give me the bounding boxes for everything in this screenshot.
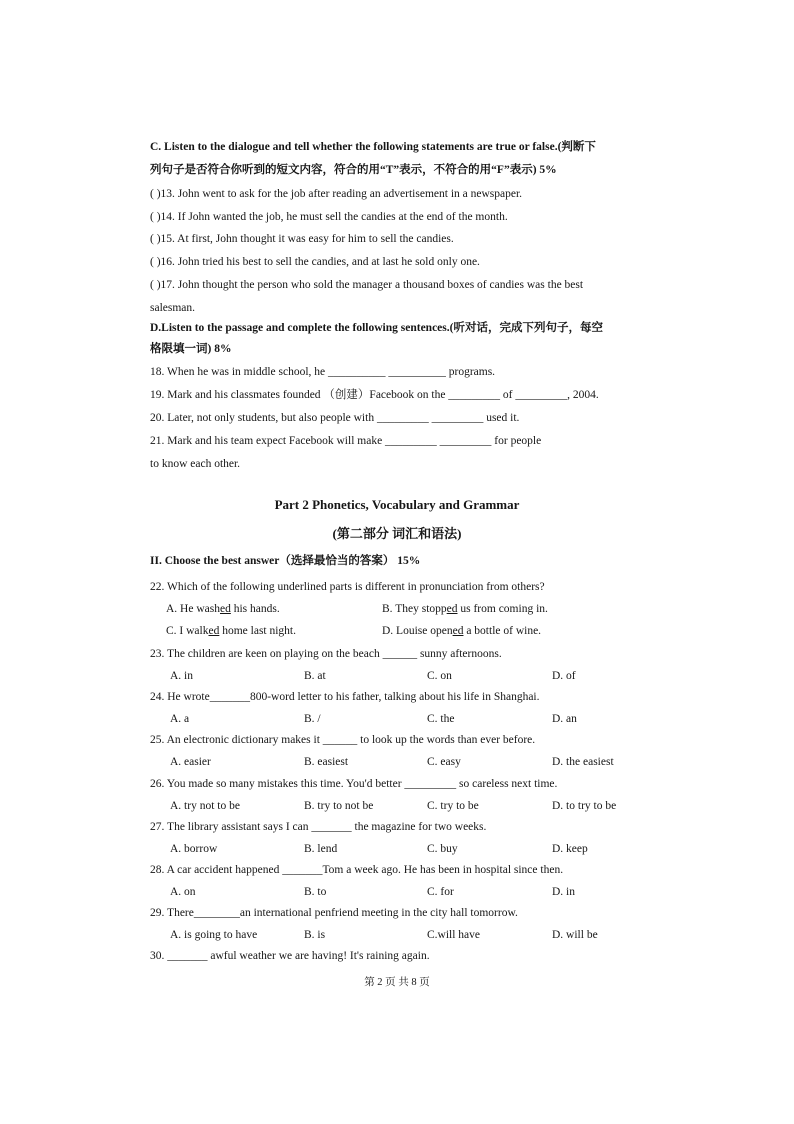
sentence-18: 18. When he was in middle school, he __________ __________ programs. [150,366,496,378]
question-30-stem: 30. _______ awful weather we are having! It's raining again. [150,950,430,962]
q28-option-c: C. for [427,886,454,898]
q29-option-d: D. will be [552,929,598,941]
q27-option-d: D. keep [552,843,588,855]
question-24-stem: 24. He wrote_______800-word letter to his father, talking about his life in Shanghai. [150,691,540,703]
q26-option-d: D. to try to be [552,800,617,812]
q24-option-a: A. a [170,713,190,725]
q29-option-a: A. is going to have [170,929,258,941]
section-c-heading-line1: C. Listen to the dialogue and tell whether the following statements are true or false.(判断下 [150,141,596,153]
q26-option-b: B. try to not be [304,800,374,812]
q26-option-a: A. try not to be [170,800,240,812]
statement-16: ( )16. John tried his best to sell the candies, and at last he sold only one. [150,256,480,268]
q23-option-b: B. at [304,670,326,682]
question-29-stem: 29. There________an international penfriend meeting in the city hall tomorrow. [150,907,518,919]
question-26-stem: 26. You made so many mistakes this time. You'd better _________ so careless next time. [150,778,558,790]
q23-option-a: A. in [170,670,193,682]
question-22-stem: 22. Which of the following underlined parts is different in pronunciation from others? [150,581,545,593]
q25-option-d: D. the easiest [552,756,614,768]
section-ii-heading: II. Choose the best answer（选择最恰当的答案） 15% [150,555,421,567]
page-footer: 第 2 页 共 8 页 [364,977,430,988]
q26-option-c: C. try to be [427,800,479,812]
question-27-stem: 27. The library assistant says I can _______ the magazine for two weeks. [150,821,487,833]
q24-option-b: B. / [304,713,321,725]
q28-option-a: A. on [170,886,196,898]
sentence-21-cont: to know each other. [150,458,241,470]
question-25-stem: 25. An electronic dictionary makes it ______ to look up the words than ever before. [150,734,536,746]
q23-option-c: C. on [427,670,452,682]
q28-option-d: D. in [552,886,575,898]
q22-option-b: B. They stopped us from coming in. [382,603,548,615]
part2-title: Part 2 Phonetics, Vocabulary and Grammar [274,497,520,512]
q22-option-d: D. Louise opened a bottle of wine. [382,625,542,637]
q25-option-a: A. easier [170,756,211,768]
section-d-heading-line2: 格限填一词) 8% [150,343,232,355]
q29-option-c: C.will have [427,929,481,941]
q28-option-b: B. to [304,886,327,898]
q27-option-c: C. buy [427,843,458,855]
sentence-19: 19. Mark and his classmates founded （创建）Facebook on the _________ of _________, 2004. [150,389,599,401]
statement-14: ( )14. If John wanted the job, he must sell the candies at the end of the month. [150,211,508,223]
part2-subtitle: (第二部分 词汇和语法) [332,526,462,541]
section-c-heading-line2: 列句子是否符合你听到的短文内容，符合的用“T”表示，不符合的用“F”表示) 5% [150,164,557,176]
q23-option-d: D. of [552,670,576,682]
statement-17-cont: salesman. [150,302,196,314]
q29-option-b: B. is [304,929,326,941]
q22-option-c: C. I walked home last night. [166,625,297,637]
question-28-stem: 28. A car accident happened _______Tom a week ago. He has been in hospital since then. [150,864,564,876]
q22-option-a: A. He washed his hands. [166,603,280,615]
q24-option-d: D. an [552,713,577,725]
underlined-part: ed [452,625,464,637]
question-23-stem: 23. The children are keen on playing on the beach ______ sunny afternoons. [150,648,502,660]
statement-15: ( )15. At first, John thought it was easy for him to sell the candies. [150,233,454,245]
statement-13: ( )13. John went to ask for the job after reading an advertisement in a newspaper. [150,188,523,200]
underlined-part: ed [208,625,220,637]
sentence-20: 20. Later, not only students, but also people with _________ _________ used it. [150,412,520,424]
q27-option-b: B. lend [304,843,338,855]
q25-option-b: B. easiest [304,756,349,768]
q24-option-c: C. the [427,713,455,725]
underlined-part: ed [219,603,231,615]
section-d-heading-line1: D.Listen to the passage and complete the following sentences.(听对话，完成下列句子，每空 [150,322,603,334]
q25-option-c: C. easy [427,756,461,768]
underlined-part: ed [446,603,458,615]
q27-option-a: A. borrow [170,843,218,855]
statement-17: ( )17. John thought the person who sold the manager a thousand boxes of candies was the best [150,279,584,291]
sentence-21: 21. Mark and his team expect Facebook will make _________ _________ for people [150,435,542,447]
